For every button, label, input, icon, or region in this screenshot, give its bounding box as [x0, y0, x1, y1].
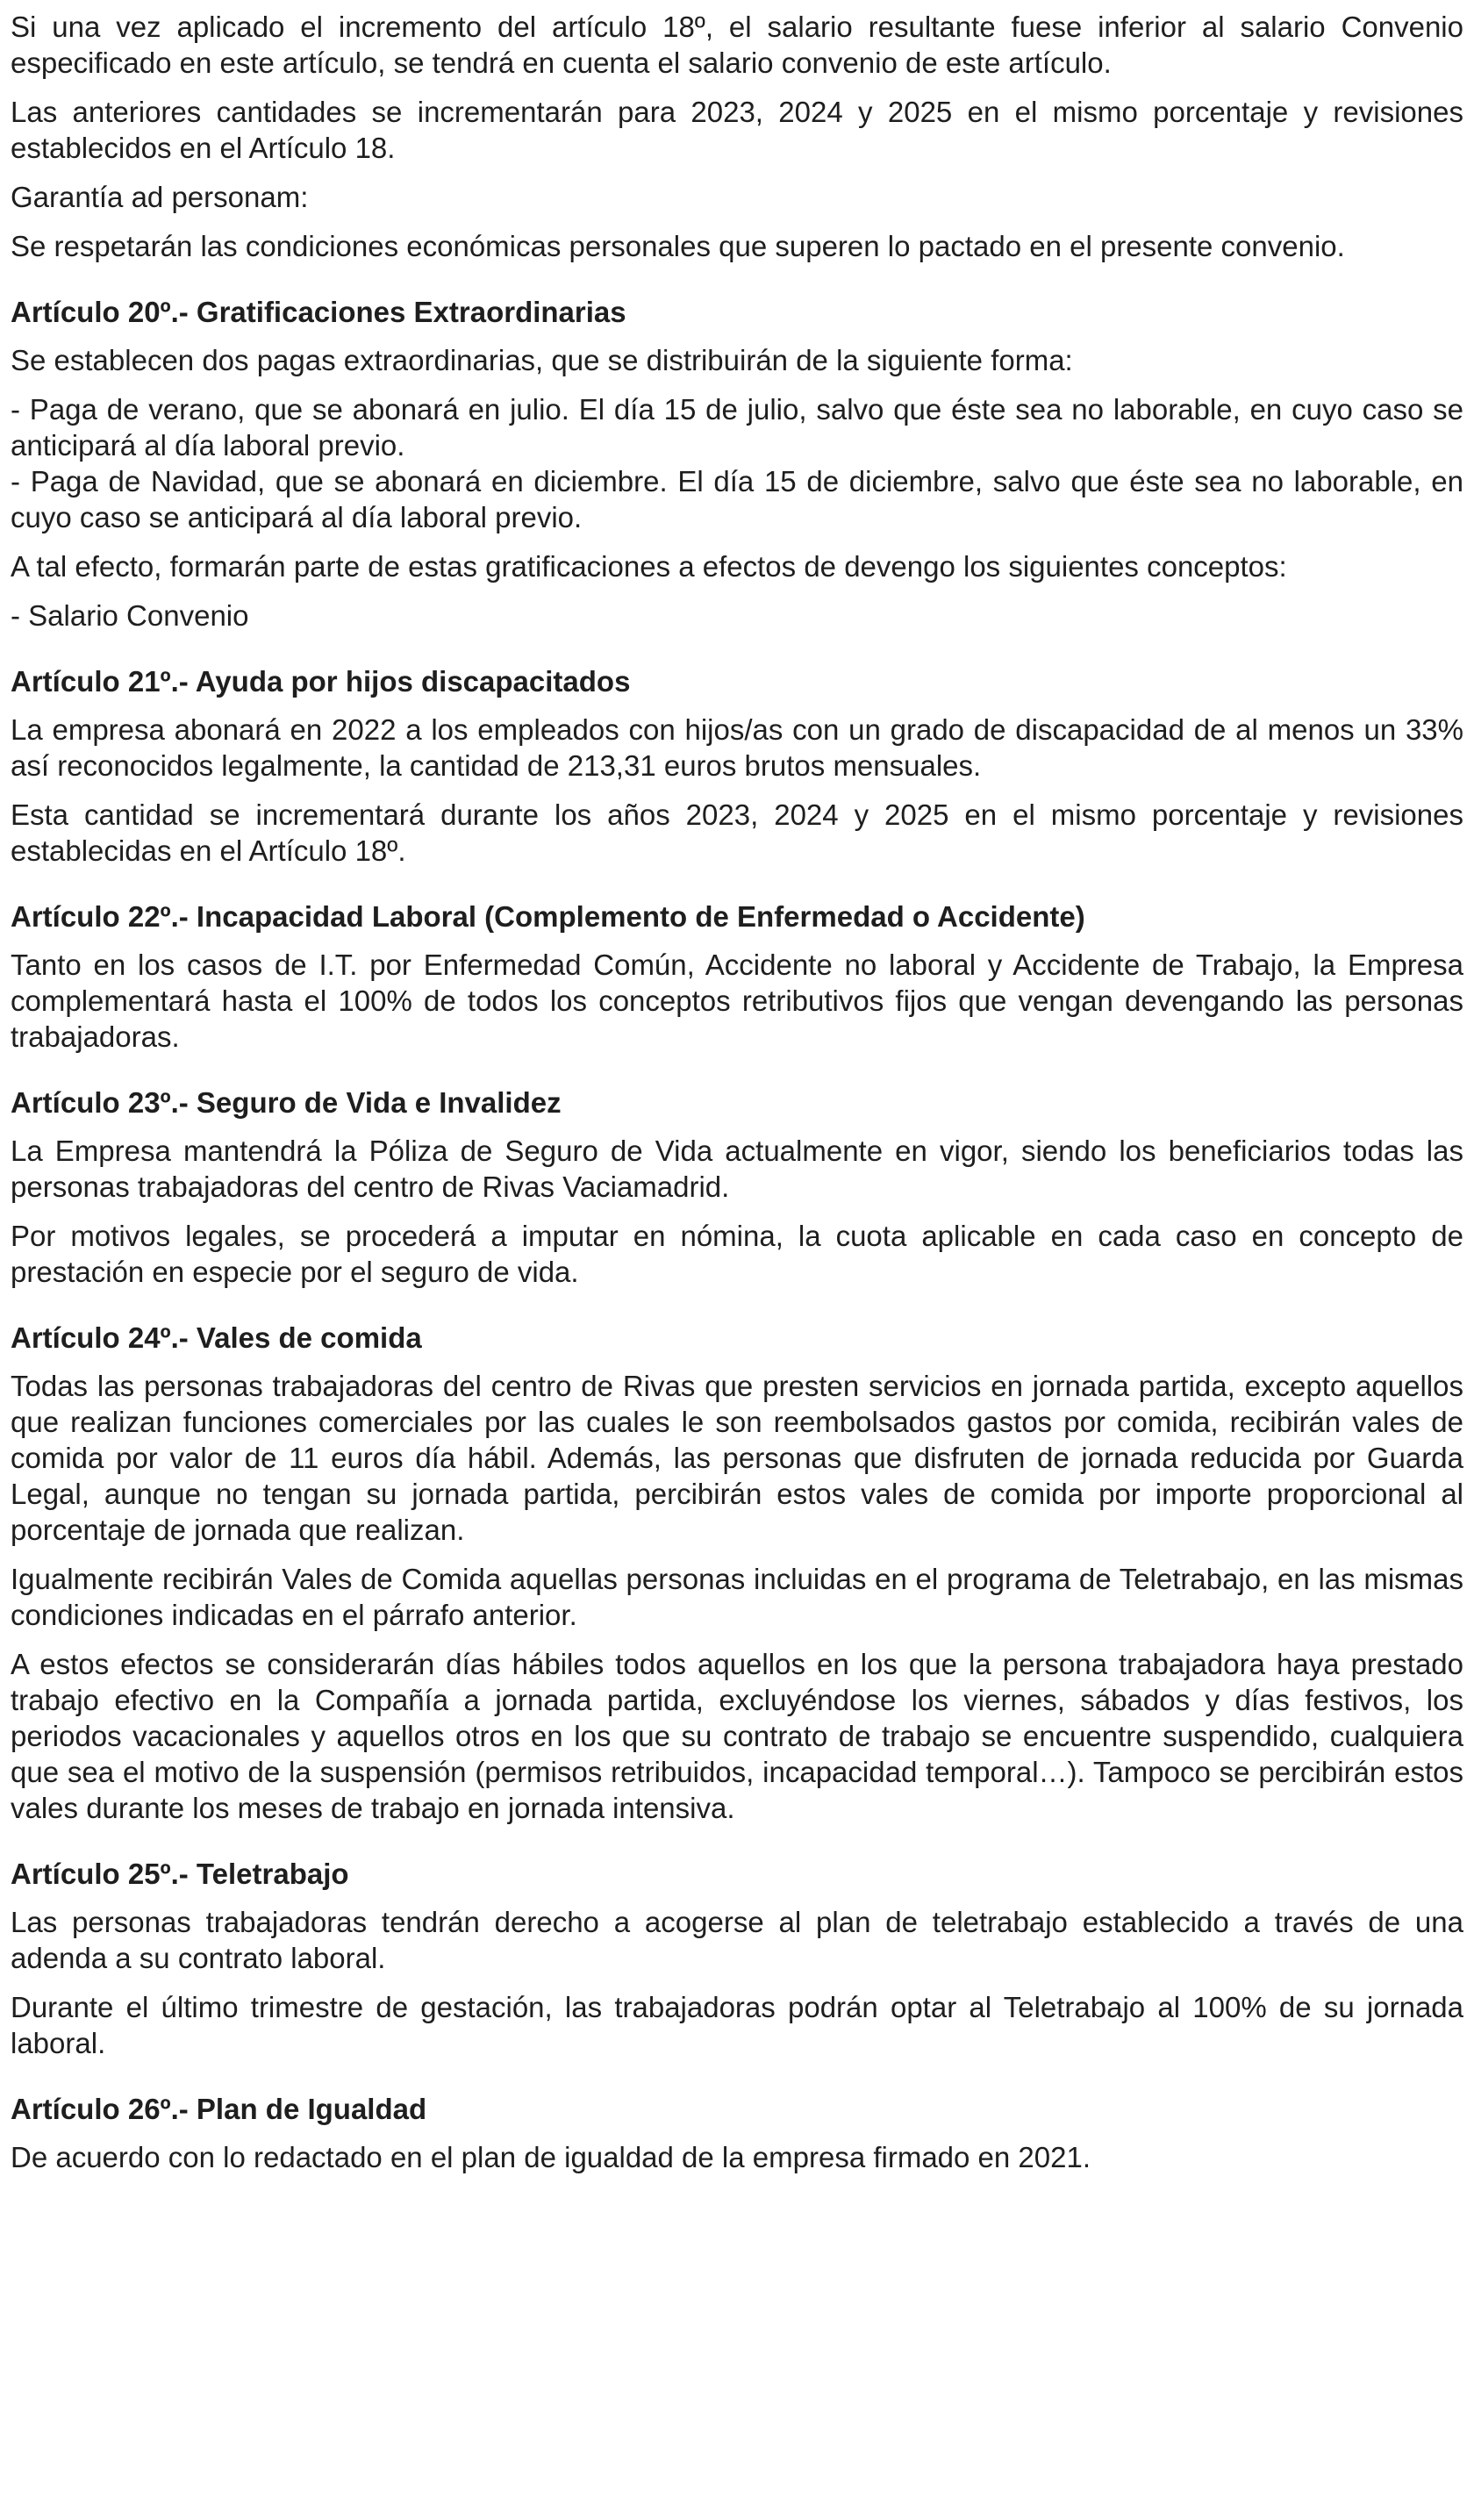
paragraph: Si una vez aplicado el incremento del artículo 18º, el salario resultante fuese inferior al salario Convenio especificado en este artículo, se tendrá en cuenta el salario convenio de este artículo.: [11, 11, 1463, 79]
document-page: [11, 9, 1463, 2188]
paragraph: La Empresa mantendrá la Póliza de Seguro de Vida actualmente en vigor, siendo los beneficiarios todas las personas trabajadoras del centro de Rivas Vaciamadrid.: [11, 1135, 1463, 1203]
section-heading-articulo-24: Artículo 24º.- Vales de comida: [11, 1321, 422, 1354]
paragraph: Las anteriores cantidades se incrementarán para 2023, 2024 y 2025 en el mismo porcentaje y revisiones establecidos en el Artículo 18.: [11, 96, 1463, 164]
paragraph: Tanto en los casos de I.T. por Enfermedad Común, Accidente no laboral y Accidente de Trabajo, la Empresa complementará hasta el 100% de todos los conceptos retributivos fijos que vengan devengando las personas trabajadoras.: [11, 949, 1463, 1053]
paragraph: Durante el último trimestre de gestación, las trabajadoras podrán optar al Teletrabajo al 100% de su jornada laboral.: [11, 1991, 1463, 2059]
paragraph: Se establecen dos pagas extraordinarias, que se distribuirán de la siguiente forma:: [11, 344, 1073, 376]
section-heading-articulo-26: Artículo 26º.- Plan de Igualdad: [11, 2093, 427, 2125]
paragraph: Igualmente recibirán Vales de Comida aquellas personas incluidas en el programa de Teletrabajo, en las mismas condiciones indicadas en el párrafo anterior.: [11, 1563, 1463, 1631]
paragraph: Esta cantidad se incrementará durante los años 2023, 2024 y 2025 en el mismo porcentaje y revisiones establecidas en el Artículo 18º.: [11, 798, 1463, 867]
section-heading-articulo-25: Artículo 25º.- Teletrabajo: [11, 1858, 349, 1890]
list-item: - Paga de verano, que se abonará en julio. El día 15 de julio, salvo que éste sea no laborable, en cuyo caso se anticipará al día laboral previo.: [11, 393, 1463, 462]
paragraph: Garantía ad personam:: [11, 181, 309, 213]
list-item: - Salario Convenio: [11, 599, 249, 632]
section-heading-articulo-21: Artículo 21º.- Ayuda por hijos discapacitados: [11, 665, 631, 698]
paragraph: Se respetarán las condiciones económicas personales que superen lo pactado en el presente convenio.: [11, 230, 1345, 262]
paragraph: A estos efectos se considerarán días hábiles todos aquellos en los que la persona trabajadora haya prestado trabajo efectivo en la Compañía a jornada partida, excluyéndose los viernes, sábados y días festivos, los periodos vacacionales y aquellos otros en los que su contrato de trabajo se encuentre suspendido, cualquiera que sea el motivo de la suspensión (permisos retribuidos, incapacidad temporal…). Tampoco se percibirán estos vales durante los meses de trabajo en jornada intensiva.: [11, 1648, 1463, 1824]
paragraph: De acuerdo con lo redactado en el plan de igualdad de la empresa firmado en 2021.: [11, 2141, 1091, 2173]
paragraph: A tal efecto, formarán parte de estas gratificaciones a efectos de devengo los siguientes conceptos:: [11, 550, 1287, 583]
paragraph: Todas las personas trabajadoras del centro de Rivas que presten servicios en jornada partida, excepto aquellos que realizan funciones comerciales por las cuales le son reembolsados gastos por comida, recibirán vales de comida por valor de 11 euros día hábil. Además, las personas que disfruten de jornada reducida por Guarda Legal, aunque no tengan su jornada partida, percibirán estos vales de comida por importe proporcional al porcentaje de jornada que realizan.: [11, 1370, 1463, 1546]
section-heading-articulo-20: Artículo 20º.- Gratificaciones Extraordinarias: [11, 296, 626, 328]
list-item: - Paga de Navidad, que se abonará en diciembre. El día 15 de diciembre, salvo que éste sea no laborable, en cuyo caso se anticipará al día laboral previo.: [11, 465, 1463, 533]
section-heading-articulo-23: Artículo 23º.- Seguro de Vida e Invalidez: [11, 1086, 562, 1119]
paragraph: La empresa abonará en 2022 a los empleados con hijos/as con un grado de discapacidad de al menos un 33% así reconocidos legalmente, la cantidad de 213,31 euros brutos mensuales.: [11, 713, 1463, 782]
paragraph: Por motivos legales, se procederá a imputar en nómina, la cuota aplicable en cada caso en concepto de prestación en especie por el seguro de vida.: [11, 1220, 1463, 1288]
section-heading-articulo-22: Artículo 22º.- Incapacidad Laboral (Complemento de Enfermedad o Accidente): [11, 900, 1085, 933]
paragraph: Las personas trabajadoras tendrán derecho a acogerse al plan de teletrabajo establecido a través de una adenda a su contrato laboral.: [11, 1906, 1463, 1974]
